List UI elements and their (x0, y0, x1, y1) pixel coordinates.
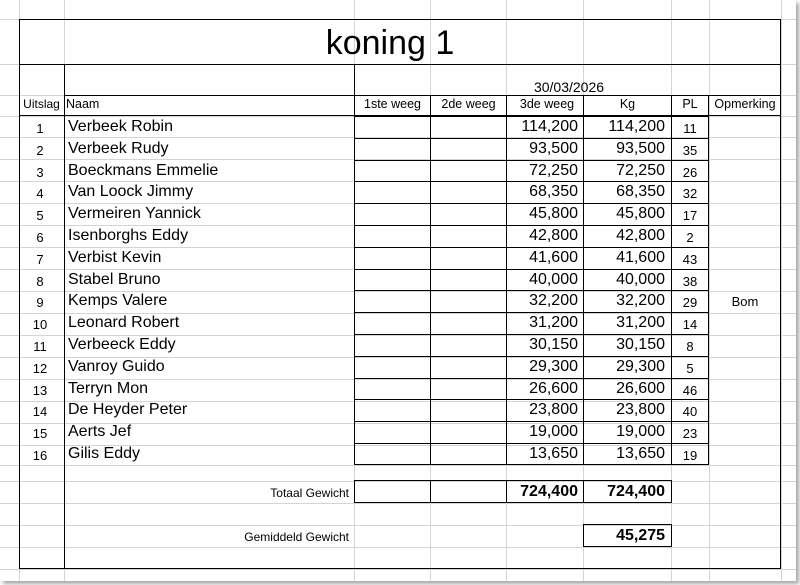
row-rank: 16 (32, 448, 48, 463)
row-pl: 40 (682, 404, 698, 419)
row-weeg3: 41,600 (529, 249, 578, 266)
row-name: Stabel Bruno (68, 271, 161, 288)
row-rank: 1 (36, 121, 44, 136)
row-rank: 4 (36, 186, 44, 201)
row-separator (354, 203, 709, 204)
row-pl: 23 (682, 426, 698, 441)
row-pl: 46 (682, 383, 698, 398)
row-name: Van Loock Jimmy (68, 183, 194, 200)
header-weeg3: 3de weeg (519, 97, 575, 111)
row-kg: 41,600 (616, 249, 665, 266)
row-name: Kemps Valere (68, 292, 168, 309)
row-pl: 14 (682, 317, 698, 332)
row-kg: 72,250 (616, 162, 665, 179)
gemiddeld-kg-value: 45,275 (616, 527, 665, 544)
row-rank: 5 (36, 208, 44, 223)
row-separator (354, 312, 709, 313)
row-rank: 14 (32, 404, 48, 419)
row-kg: 40,000 (616, 271, 665, 288)
header-kg: Kg (619, 97, 636, 111)
row-rank: 2 (36, 143, 44, 158)
row-rank: 9 (36, 295, 44, 310)
row-separator (354, 181, 709, 182)
row-weeg3: 26,600 (529, 380, 578, 397)
row-pl: 8 (686, 339, 694, 354)
header-block (64, 65, 355, 96)
row-pl: 38 (682, 274, 698, 289)
row-separator (354, 116, 709, 117)
row-weeg3: 23,800 (529, 401, 578, 418)
row-kg: 29,300 (616, 358, 665, 375)
header-uitslag: Uitslag (23, 97, 60, 111)
totaal-label: Totaal Gewicht (270, 486, 349, 500)
row-separator (354, 356, 709, 357)
totaal-kg-value: 724,400 (607, 483, 665, 500)
row-kg: 31,200 (616, 314, 665, 331)
row-weeg3: 40,000 (529, 271, 578, 288)
row-kg: 45,800 (616, 205, 665, 222)
row-weeg3: 29,300 (529, 358, 578, 375)
row-kg: 13,650 (616, 445, 665, 462)
row-weeg3: 45,800 (529, 205, 578, 222)
row-weeg3: 31,200 (529, 314, 578, 331)
page-title: koning 1 (325, 24, 455, 62)
row-weeg3: 30,150 (529, 336, 578, 353)
row-name: Aerts Jef (68, 423, 132, 440)
totaal-weeg1-cell (354, 480, 431, 503)
row-pl: 29 (682, 295, 698, 310)
row-name: Gilis Eddy (68, 445, 141, 462)
row-weeg3: 13,650 (529, 445, 578, 462)
row-kg: 19,000 (616, 423, 665, 440)
row-weeg3: 72,250 (529, 162, 578, 179)
row-kg: 68,350 (616, 183, 665, 200)
row-name: Terryn Mon (68, 380, 149, 397)
row-separator (354, 247, 709, 248)
header-pl: PL (682, 97, 698, 111)
row-name: Leonard Robert (68, 314, 180, 331)
row-opmerking: Bom (731, 294, 759, 309)
row-name: Verbeeck Eddy (68, 336, 176, 353)
row-weeg3: 93,500 (529, 140, 578, 157)
row-rank: 12 (32, 361, 48, 376)
row-pl: 5 (686, 361, 694, 376)
row-pl: 26 (682, 165, 698, 180)
row-name: Isenborghs Eddy (68, 227, 189, 244)
row-name: De Heyder Peter (68, 401, 188, 418)
row-kg: 42,800 (616, 227, 665, 244)
col-line-pl (671, 95, 672, 465)
row-kg: 30,150 (616, 336, 665, 353)
row-pl: 32 (682, 186, 698, 201)
row-weeg3: 114,200 (521, 118, 578, 135)
row-rank: 10 (32, 317, 48, 332)
row-separator (354, 138, 709, 139)
row-weeg3: 32,200 (529, 292, 578, 309)
row-kg: 93,500 (616, 140, 665, 157)
row-separator (354, 378, 709, 379)
header-opmerking: Opmerking (714, 97, 776, 111)
row-name: Verbeek Robin (68, 118, 173, 135)
row-separator (354, 421, 709, 422)
col-line-weeg2 (430, 95, 431, 465)
row-pl: 11 (683, 121, 697, 136)
row-name: Vermeiren Yannick (68, 205, 201, 222)
row-kg: 32,200 (616, 292, 665, 309)
row-separator (354, 269, 709, 270)
totaal-weeg2-cell (430, 480, 507, 503)
row-name: Boeckmans Emmelie (68, 162, 219, 179)
row-separator (354, 290, 709, 291)
row-weeg3: 68,350 (529, 183, 578, 200)
row-pl: 2 (686, 230, 694, 245)
header-weeg2: 2de weeg (441, 97, 496, 111)
date-label: 30/03/2026 (533, 79, 605, 95)
row-rank: 3 (36, 165, 44, 180)
row-name: Verbeek Rudy (68, 140, 169, 157)
totaal-weeg3-value: 724,400 (520, 483, 578, 500)
row-pl: 35 (682, 143, 698, 158)
row-pl: 17 (682, 208, 698, 223)
row-rank: 7 (36, 252, 44, 267)
row-rank: 15 (32, 426, 48, 441)
gridline-horizontal (0, 569, 796, 570)
row-rank: 8 (36, 274, 44, 289)
row-name: Verbist Kevin (68, 249, 162, 266)
gemiddeld-label: Gemiddeld Gewicht (244, 530, 349, 544)
row-kg: 23,800 (616, 401, 665, 418)
col-line-naam (64, 95, 65, 569)
row-kg: 114,200 (608, 118, 665, 135)
row-kg: 26,600 (616, 380, 665, 397)
row-separator (354, 334, 709, 335)
row-pl: 19 (682, 448, 698, 463)
row-separator (354, 225, 709, 226)
row-rank: 13 (32, 383, 48, 398)
row-rank: 6 (36, 230, 44, 245)
row-separator (354, 443, 709, 444)
row-separator (354, 399, 709, 400)
row-pl: 43 (682, 252, 698, 267)
row-separator (354, 160, 709, 161)
row-weeg3: 42,800 (529, 227, 578, 244)
row-rank: 11 (33, 339, 47, 354)
row-weeg3: 19,000 (529, 423, 578, 440)
header-weeg1: 1ste weeg (364, 97, 421, 111)
row-name: Vanroy Guido (68, 358, 165, 375)
header-naam: Naam (66, 97, 100, 111)
